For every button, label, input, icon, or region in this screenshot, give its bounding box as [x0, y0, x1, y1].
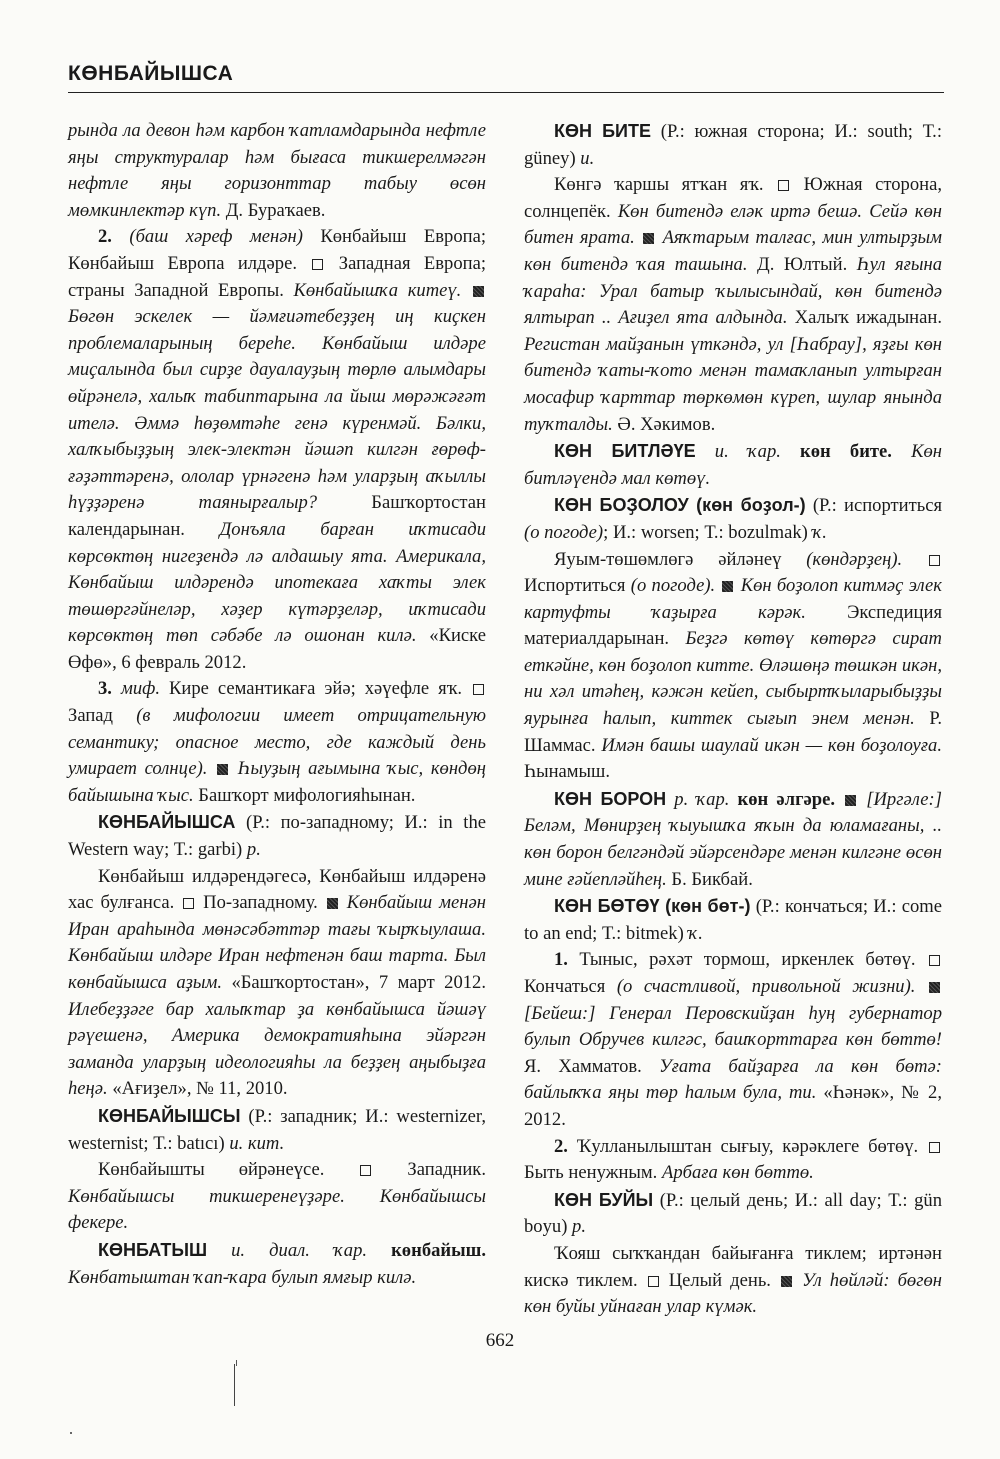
- example-marker-icon: [473, 286, 484, 297]
- running-head: КӨНБАЙЫШСА: [68, 62, 234, 85]
- entry-kon-bite-body: Көнгә ҡаршы ятҡан яҡ. Южная сторона, солнцепёк. Көн битендә еләк иртә бешә. Сейә көн битен ярата. Аяҡтарым талғас, мин ултырҙым көн битендә ҡая ташына. Д. Юлтый. Һул яғына ҡараһа: Урал батыр ҡылысындай, көн битендә ялтырап .. Ағиҙел ята алдында. Халыҡ ижадынан. Регистан майҙанын үткәндә, ул [Һабрау], яҙғы көн битендә ҡаты-ҡото менән тамаҡланып ултырған мосафир ҡарттар төркөмөн күреп, шулар янында туҡталды. Ә. Хәкимов.: [524, 174, 943, 435]
- entry-konbayyshsy-body: Көнбайышты өйрәнеүсе. Западник. Көнбайышсы тикшеренеүҙәре. Көнбайышсы фекере.: [68, 1159, 486, 1234]
- example-marker-icon: [327, 898, 338, 909]
- translation-marker-icon: [183, 898, 194, 909]
- page-number: 662: [485, 1330, 515, 1351]
- translation-marker-icon: [929, 1142, 940, 1153]
- scan-artifact: [234, 1364, 235, 1406]
- example-marker-icon: [643, 233, 654, 244]
- page-header: [68, 62, 944, 93]
- example-marker-icon: [929, 982, 940, 993]
- entry-kon-bozoloy: КӨН БОҘОЛОУ (көн боҙол-) (Р.: испортиться (о погоде); И.: worsen; Т.: bozulmak) ҡ.: [524, 495, 942, 543]
- example-marker-icon: [722, 581, 733, 592]
- entry-konbayyshsa: КӨНБАЙЫШСА (Р.: по-западному; И.: in the Western way; Т.: garbi) р.: [68, 812, 486, 861]
- entry-kon-botoy: КӨН БӨТӨҮ (көн бөт-) (Р.: кончаться; И.: come to an end; Т.: bitmek) ҡ.: [524, 896, 942, 944]
- entry-kon-bitlaue: КӨН БИТЛӘҮЕ и. ҡар. көн бите. Көн битләүендә мал көтөү.: [524, 441, 942, 489]
- example-marker-icon: [845, 795, 856, 806]
- sense-3: 3. миф. Кире семантикаға эйә; хәүефле яҡ. Запад (в мифологии имеет отрицательную семантику; опасное место, где каждый день умирает солнце). Һыуҙың ағымына ҡыс, көндөң байышына ҡыс. Башҡорт мифологияһынан.: [68, 678, 486, 806]
- scan-artifact: [236, 1360, 237, 1366]
- entry-kon-bozoloy-body: Яуым-төшөмлөгә әйләнеү (көндәрҙең). Испортиться (о погоде). Көн боҙолоп китмәҫ элек картуфты ҡаҙырға кәрәк. Экспедиция материалдарынан. Беҙгә көтөү көтөргә сират еткәйне, көн боҙолоп китте. Өләшөңә төшкән икән, ни хәл итәһең, кәжән кейеп, сыбыртҡыларыбыҙҙы яурынға һалып, киттек сығып энем менән. Р. Шаммас. Имән башы шаулай икән — көн боҙолоуға. Һынамыш.: [524, 548, 942, 783]
- translation-marker-icon: [312, 259, 323, 270]
- right-column: [524, 118, 942, 1321]
- entry-kon-bite: КӨН БИТЕ (Р.: южная сторона; И.: south; Т.: güney) и.: [524, 121, 942, 169]
- sense-2: 2. (баш хәреф менән) Көнбайыш Европа; Көнбайыш Европа илдәре. Западная Европа; страны Западной Европы. Көнбайышҡа китеү. Бөгөн эскелек — йәмғиәтебеҙҙең иң киҫкен проблемаларының береһе. Көнбайыш илдәре миҫалында был сирҙе дауалауҙың төрлө алымдары өйрәнелә, халыҡ табиптарына ла йыш мөрәжәғәт ителә. Әммә һөҙөмтәһе генә күренмәй. Бәлки, халҡыбыҙҙың элек-электән йәшәп килгән ғөрөф-ғәҙәттәренә, ололар үрнәгенә һәм уларҙың аҡыллы һүҙҙәренә таянырғалыр? Башҡортостан календарынан. Донъяла барған иҡтисади көрсөктөң нигеҙендә лә алдашыу ята. Америкала, Көнбайыш илдәрендә ипотекаға хаҡты элек төшөргәйнеләр, хәҙер күтәрҙеләр, иҡтисади көрсөктөң төп сәбәбе лә ошонан килә. «Киске Өфө», 6 февраль 2012.: [68, 226, 487, 673]
- entry-kon-buyy-body: Ҡояш сыҡҡандан байығанға тиклем; иртәнән кискә тиклем. Целый день. Ул һөйләй: бөгөн көн буйы уйнаған улар күмәк.: [524, 1242, 942, 1318]
- left-column: [68, 118, 486, 1291]
- entry-konbayyshsa-body: Көнбайыш илдәрендәгесә, Көнбайыш илдәренә хас булғанса. По-западному. Көнбайыш менән Иран араһында мөнәсәбәттәр тағы ҡырҡыулаша. Көнбайыш илдәре Иран нефтенән баш тарта. Был көнбайышса аҙым. «Башҡортостан», 7 март 2012. Илебеҙҙәге бар халыҡтар ҙа көнбайышса йәшәү рәүешенә, Америка демократияһына эйәргән заманда уларҙың идеологияһы ла беҙҙең аңыбыҙға һеңә. «Ағиҙел», № 11, 2010.: [68, 865, 486, 1100]
- translation-marker-icon: [778, 180, 789, 191]
- entry-konbayyshsy: КӨНБАЙЫШСЫ (Р.: западник; И.: westernizer, westernist; Т.: batıcı) и. кит.: [68, 1105, 486, 1154]
- example-marker-icon: [781, 1276, 792, 1287]
- entry-kon-botoy-sense-1: 1. Тыныс, рәхәт тормош, иркенлек бөтөү. Кончаться (о счастливой, привольной жизни). [Бейеш:] Генерал Перовскийҙан һуң губернатор булып Обручев килгәс, башҡорттарға көн бөттө! Я. Хамматов. Уғата байҙарға ла көн бөтә: байлыҡҡа яңы төр һалым була, ти. «Һәнәк», № 2, 2012.: [524, 949, 942, 1130]
- translation-marker-icon: [360, 1165, 371, 1176]
- translation-marker-icon: [648, 1276, 659, 1287]
- entry-kon-buyy: КӨН БУЙЫ (Р.: целый день; И.: all day; Т.: gün boyu) р.: [524, 1189, 942, 1238]
- entry-continuation: рында ла девон һәм карбон ҡатламдарында нефтле яңы структуралар һәм бығаса тикшерелмәгән нефтле яңы горизонттар табыу өсөн мөмкинлектәр күп. Д. Бураҡаев.: [68, 120, 486, 221]
- translation-marker-icon: [473, 684, 484, 695]
- entry-konbatysh: КӨНБАТЫШ и. диал. ҡар. көнбайыш. Көнбатыштан ҡап-ҡара булып ямғыр килә.: [68, 1239, 486, 1288]
- translation-marker-icon: [929, 955, 940, 966]
- translation-marker-icon: [929, 555, 940, 566]
- entry-kon-botoy-sense-2: 2. Ҡулланылыштан сығыу, кәрәклеге бөтөү. Быть ненужным. Арбаға көн бөттө.: [524, 1134, 942, 1187]
- scan-artifact: [70, 1432, 72, 1434]
- entry-kon-boron: КӨН БОРОН р. ҡар. көн әлгәре. [Иргәле:] Беләм, Мөнирҙең ҡыуышҡа яҡын да юламағаны, .. көн борон белгәндәй эйәрсендәре менән килгәне өсөн мине ғәйепләйһең. Б. Бикбай.: [524, 788, 942, 890]
- example-marker-icon: [217, 764, 228, 775]
